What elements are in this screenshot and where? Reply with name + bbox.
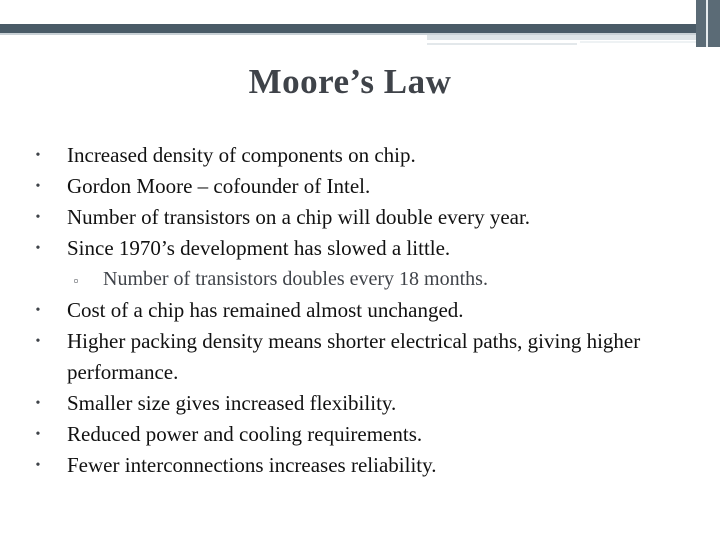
header-corner-stripe [706, 0, 708, 47]
bullet-text: Reduced power and cooling requirements. [67, 422, 423, 446]
bullet-icon: • [35, 396, 41, 411]
bullet-text: Fewer interconnections increases reliability. [67, 453, 437, 477]
bullet-text: Number of transistors on a chip will double every year. [67, 205, 531, 229]
bullet-item [28, 419, 698, 450]
bullet-text: Gordon Moore – cofounder of Intel. [67, 174, 371, 198]
bullet-item [28, 326, 698, 388]
bullet-item [28, 140, 698, 171]
bullet-text: Higher packing density means shorter electrical paths, giving higher performance. [67, 329, 641, 384]
bullet-text: Since 1970’s development has slowed a little. [67, 236, 451, 260]
bullet-item [28, 233, 698, 264]
slide-title: Moore’s Law [248, 62, 452, 101]
square-bullet-icon: ▫ [73, 273, 79, 288]
bullet-icon: • [35, 241, 41, 256]
bullet-list [28, 140, 698, 481]
bullet-item [28, 388, 698, 419]
bullet-text: Number of transistors doubles every 18 months. [103, 268, 488, 290]
bullet-icon: • [35, 210, 41, 225]
sub-bullet-item [28, 264, 698, 295]
header-bar-dark [0, 24, 696, 33]
bullet-item [28, 450, 698, 481]
bullet-icon: • [35, 148, 41, 163]
bullet-text: Smaller size gives increased flexibility. [67, 391, 397, 415]
header-corner-block [696, 0, 720, 47]
bullet-icon: • [35, 427, 41, 442]
bullet-item [28, 295, 698, 326]
header-accent-line [427, 43, 577, 45]
bullet-icon: • [35, 458, 41, 473]
bullet-icon: • [35, 179, 41, 194]
bullet-item [28, 202, 698, 233]
bullet-text: Cost of a chip has remained almost unchanged. [67, 298, 464, 322]
bullet-icon: • [35, 334, 41, 349]
header-accent-bar [427, 35, 696, 40]
bullet-icon: • [35, 303, 41, 318]
bullet-text: Increased density of components on chip. [67, 143, 416, 167]
header-accent-line-2 [580, 41, 696, 43]
bullet-item [28, 171, 698, 202]
